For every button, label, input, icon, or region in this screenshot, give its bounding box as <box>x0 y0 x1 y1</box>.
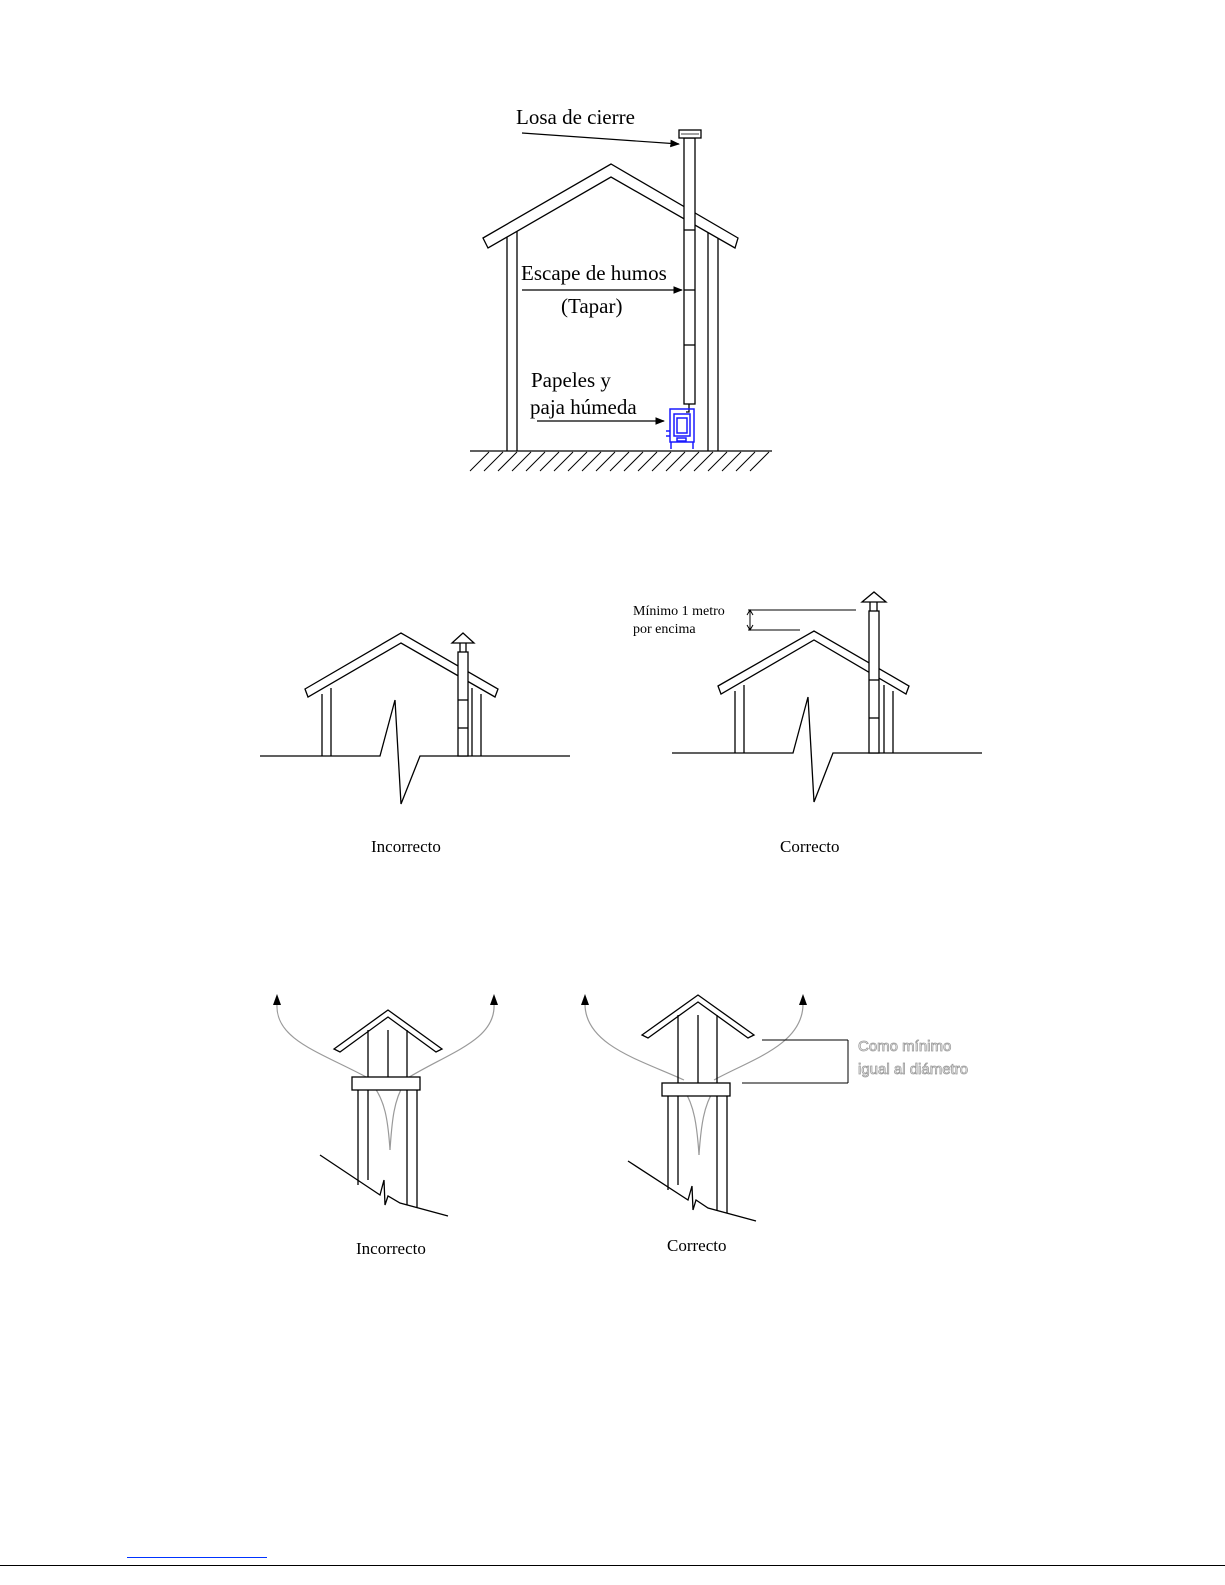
footer-link-rule <box>127 1557 267 1558</box>
dimension-diameter <box>742 1040 848 1083</box>
chimney-cap-icon <box>862 592 886 611</box>
figure-3-correct-cap <box>581 994 848 1221</box>
caption-incorrect: Incorrecto <box>356 1239 426 1258</box>
airflow-lines <box>585 1004 803 1155</box>
label-equal-diameter: igual al diámetro <box>858 1061 969 1078</box>
caption-incorrect: Incorrecto <box>371 837 441 856</box>
label-wet-straw: paja húmeda <box>530 395 637 419</box>
label-smoke-outlet: Escape de humos <box>521 261 667 285</box>
label-papers: Papeles y <box>531 368 611 392</box>
label-min-diameter: Como mínimo <box>858 1038 952 1055</box>
footer-rule <box>0 1565 1225 1566</box>
label-closure-slab: Losa de cierre <box>516 105 635 129</box>
label-above: por encima <box>633 622 696 637</box>
arrow-up-icon <box>273 994 498 1005</box>
figure-3-incorrect-cap <box>273 994 498 1216</box>
dimension-1m <box>747 610 856 630</box>
ground-hatch <box>470 452 769 471</box>
figure-2-incorrect-house <box>260 633 570 804</box>
figure-2-correct-house <box>672 592 982 802</box>
label-minimum-height: Mínimo 1 metro <box>633 604 725 619</box>
caption-correct: Correcto <box>667 1236 727 1255</box>
caption-correct: Correcto <box>780 837 840 856</box>
stove-icon <box>666 409 694 449</box>
chimney-cap-icon <box>452 633 474 652</box>
label-smoke-outlet-cover: (Tapar) <box>561 294 623 318</box>
